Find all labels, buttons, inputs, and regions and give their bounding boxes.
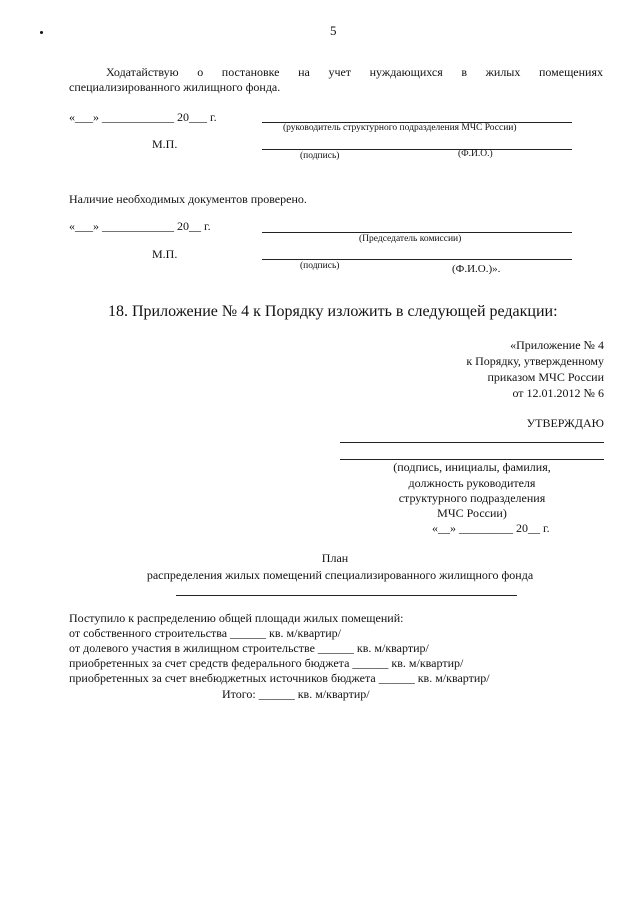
appendix-line-1: «Приложение № 4 [510, 338, 604, 352]
scan-speck [40, 31, 43, 34]
approve-caption-4: МЧС России) [437, 506, 507, 520]
signature-line [262, 259, 572, 260]
distribution-line-1: от собственного строительства ______ кв. м/квартир/ [69, 626, 341, 640]
approve-date: «__» _________ 20__ г. [432, 521, 550, 535]
petition-line-2: специализированного жилищного фонда. [69, 80, 281, 94]
appendix-line-3: приказом МЧС России [487, 370, 604, 384]
plan-title: План [321, 551, 349, 565]
appendix-line-4: от 12.01.2012 № 6 [512, 386, 604, 400]
approve-title: УТВЕРЖДАЮ [526, 416, 604, 430]
distribution-line-2: от долевого участия в жилищном строительстве ______ кв. м/квартир/ [69, 641, 429, 655]
plan-subtitle: распределения жилых помещений специализированного жилищного фонда [146, 568, 534, 582]
petition-line-1: Ходатайствую о постановке на учет нуждающихся в жилых помещениях [106, 65, 603, 79]
signature-line [340, 442, 604, 443]
caption-chair: (Председатель комиссии) [359, 234, 462, 244]
caption-head: (руководитель структурного подразделения МЧС России) [283, 123, 517, 133]
approve-caption-1: (подпись, инициалы, фамилия, [393, 460, 551, 474]
signature-line [262, 149, 572, 150]
stamp-place-1: М.П. [152, 137, 178, 151]
appendix-line-2: к Порядку, утвержденному [466, 354, 604, 368]
distribution-line-3: приобретенных за счет средств федерального бюджета ______ кв. м/квартир/ [69, 656, 464, 670]
date-field-1: «___» ____________ 20___ г. [69, 110, 217, 124]
item-18: 18. Приложение № 4 к Порядку изложить в следующей редакции: [108, 303, 558, 320]
docs-checked: Наличие необходимых документов проверено. [69, 192, 307, 206]
caption-sign-2: (подпись) [300, 261, 340, 271]
caption-sign-1: (подпись) [300, 151, 340, 161]
approve-caption-2: должность руководителя [408, 476, 536, 490]
distribution-line-4: приобретенных за счет внебюджетных источников бюджета ______ кв. м/квартир/ [69, 671, 490, 685]
caption-fio-2: (Ф.И.О.)». [452, 263, 501, 275]
approve-caption-3: структурного подразделения [398, 491, 546, 505]
distribution-total: Итого: ______ кв. м/квартир/ [222, 687, 370, 701]
signature-line [262, 232, 572, 233]
plan-underline [176, 595, 517, 596]
distribution-intro: Поступило к распределению общей площади жилых помещений: [69, 611, 404, 625]
date-field-2: «___» ____________ 20__ г. [69, 219, 211, 233]
caption-fio-1: (Ф.И.О.) [458, 149, 493, 159]
stamp-place-2: М.П. [152, 247, 178, 261]
page-number: 5 [330, 23, 337, 38]
